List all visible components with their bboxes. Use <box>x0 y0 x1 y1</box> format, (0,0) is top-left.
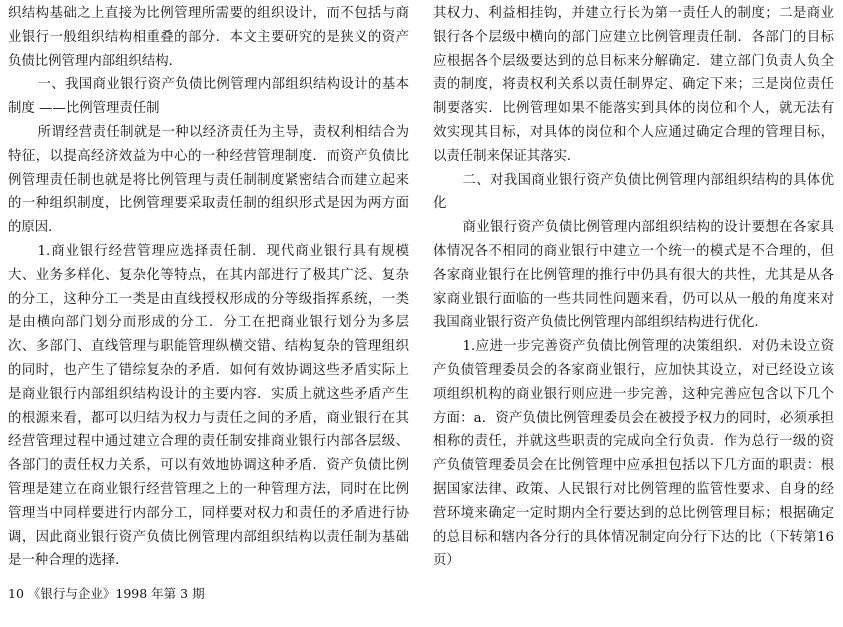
paragraph-responsibility-system: 所谓经营责任制就是一种以经济责任为主导，责权利相结合为特征，以提高经济效益为中心的一种经营管理制度．而资产负债比例管理责任制也就是将比例管理与责任制制度紧密结合而建立起来的一种组织制度，比例管理要采取责任制的组织形式是因为两方面的原因． <box>8 124 409 236</box>
paragraph-point-one-left: 1.商业银行经营管理应选择责任制．现代商业银行具有规模大、业务多样化、复杂化等特点，在其内部进行了极其广泛、复杂的分工，这种分工一类是由直线授权形成的分等级指挥系统，一类是由横向部门划分而形成的分工．分工在把商业银行划分为多层次、多部门、直线管理与职能管理纵横交错、结构复杂的管理组织的同时，也产生了错综复杂的矛盾．如何有效协调这些矛盾实际上是商业银行内部组织结构设计的主要内容．实质上就这些矛盾产生的根源来看，都可以归结为权力与责任之间的矛盾，商业银行在其经营管理过程中通过建立合理的责任制安排商业银行内部各层级、各部门的责任权力关系，可以有效地协调这种矛盾．资产负债比例管理是建立在商业银行经营管理之上的一种管理方法，同时在比例管理当中同样要进行内部分工，同样要对权力和责任的矛盾进行协调，因此商业银行资产负债比例管理内部组织结构以责任制为基础是一种合理的选择． <box>8 243 409 569</box>
paragraph-point-one-right: 1.应进一步完善资产负债比例管理的决策组织．对仍未设立资产负债管理委员会的各家商业银行，应加快其设立，对已经设立该项组织机构的商业银行则应进一步完善，这种完善应包含以下几个方面：a．资产负债比例管理委员会在被授予权力的同时，必须承担相称的责任，并就这些职责的完成向全行负责．作为总行一级的资产负债管理委员会在比例管理中应承担包括以下几方面的职责：根据国家法律、政策、人民银行对比例管理的监管性要求、自身的经营环境来确定一定时期内全行要达到的总比例管理目标；根据确定的总目标和辖内各分行的具体情况制定向分行下达的比（下转第16页） <box>433 339 834 569</box>
section-one-heading: 一、我国商业银行资产负债比例管理内部组织结构设计的基本制度 ——比例管理责任制 <box>8 77 409 117</box>
right-column <box>433 2 834 573</box>
paragraph-continued: 其权力、利益相挂钩，并建立行长为第一责任人的制度；二是商业银行各个层级中横向的部门应建立比例管理责任制．各部门的目标应根据各个层级要达到的总目标来分解确定．建立部门负责人负全责的制度，将责权利关系以责任制界定、确定下来；三是岗位责任制要落实．比例管理如果不能落实到具体的岗位和个人，就无法有效实现其目标，对具体的岗位和个人应通过确定合理的管理目标，以责任制来保证其落实． <box>433 6 834 164</box>
page-footer: 10 《银行与企业》1998 年第 3 期 <box>8 586 205 601</box>
paragraph-optimization: 商业银行资产负债比例管理内部组织结构的设计要想在各家具体情况各不相同的商业银行中建立一个统一的模式是不合理的，但各家商业银行在比例管理的推行中仍具有很大的共性，尤其是从各家商业银行面临的一些共同性问题来看，仍可以从一般的角度来对我国商业银行资产负债比例管理内部组织结构进行优化． <box>433 220 834 331</box>
section-two-heading: 二、对我国商业银行资产负债比例管理内部组织结构的具体优化 <box>433 172 834 212</box>
paragraph-intro: 织结构基础之上直接为比例管理所需要的组织设计，而不包括与商业银行一般组织结构相重叠的部分．本文主要研究的是狭义的资产负债比例管理内部组织结构． <box>8 6 409 69</box>
left-column <box>8 2 409 573</box>
